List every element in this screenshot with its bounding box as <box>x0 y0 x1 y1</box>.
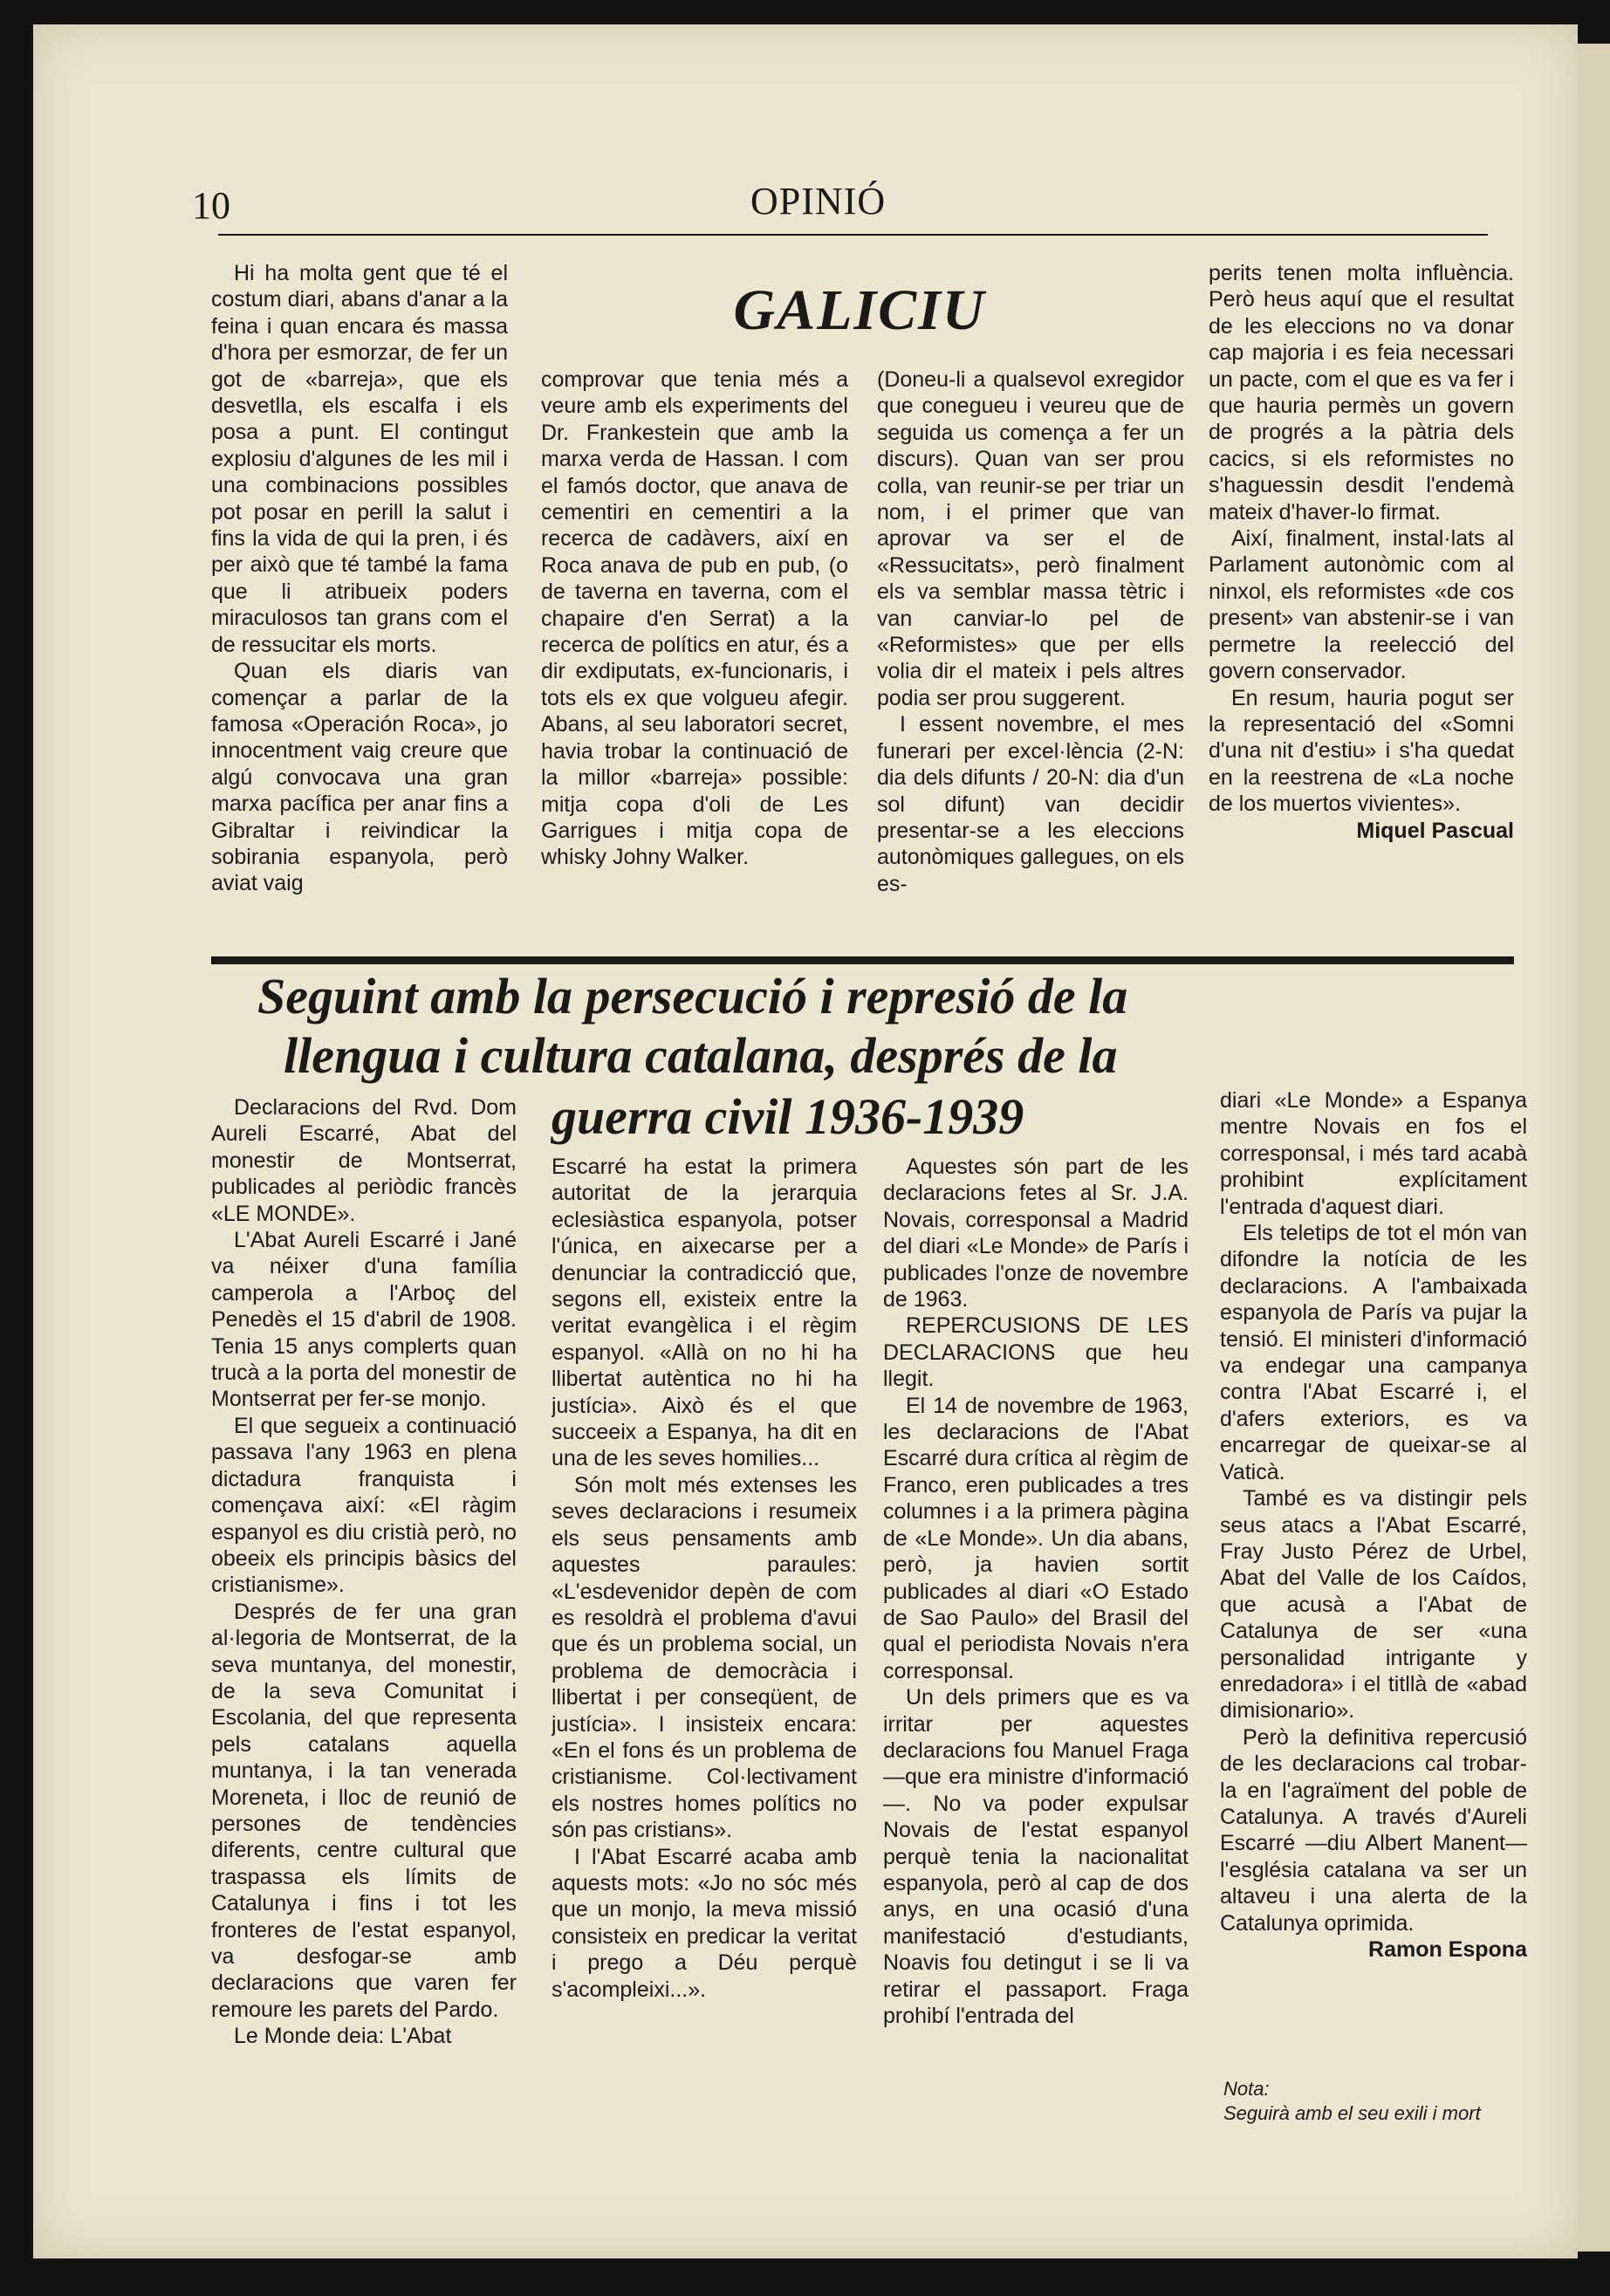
section-title: OPINIÓ <box>750 180 887 223</box>
headline-line-2: llengua i cultura catalana, després de la <box>284 1027 1118 1084</box>
paragraph: I l'Abat Escarré acaba amb aquests mots: «Jo no sóc més que un monjo, la meva missió consisteix en predicar la veritat i prego a Déu perquè s'acompleixi...». <box>552 1844 857 2002</box>
paragraph: Però la definitiva repercusió de les declaracions cal trobar-la en l'agraïment del poble de Catalunya. A través d'Aureli Escarré —diu Albert Manent— l'església catalana va ser un altaveu i una alerta de la Catalunya oprimida. <box>1220 1724 1527 1936</box>
galiciu-column-2 <box>541 367 848 951</box>
paragraph: Després de fer una gran al·legoria de Montserrat, de la seva muntanya, del monestir, de la seva Comunitat i Escolania, del que representa pels catalans aquella muntanya, i la tan venerada Moreneta, i lloc de reunió de persones de tendències diferents, centre cultural que traspassa els límits de Catalunya i fins i tot les fronteres de l'estat espanyol, va desfogar-se amb declaracions que varen fer remoure les parets del Pardo. <box>211 1599 517 2022</box>
paragraph: En resum, hauria pogut ser la representació del «Somni d'una nit d'estiu» i s'ha quedat en la reestrena de «La noche de los muertos vivientes». <box>1209 685 1514 817</box>
paragraph: Els teletips de tot el món van difondre la notícia de les declaracions. A l'ambaixada espanyola de París va pujar la tensió. El ministeri d'informació va endegar una campanya contra l'Abat Escarré i, el d'afers exteriors, es va encarregar de queixar-se al Vaticà. <box>1220 1221 1527 1484</box>
article-column-3 <box>883 1154 1189 2147</box>
galiciu-column-3 <box>877 367 1184 951</box>
galiciu-column-4 <box>1209 260 1514 949</box>
paragraph: El 14 de novembre de 1963, les declaracions de l'Abat Escarré dura crítica al règim de Franco, eren publicades a tres columnes i a la primera pàgina de «Le Monde». Un dia abans, però, ja havien sortit publicades al diari «O Estado de Sao Paulo» del Brasil del qual el periodista Novais n'era corresponsal. <box>883 1393 1189 1683</box>
paragraph: Escarré ha estat la primera autoritat de la jerarquia eclesiàstica espanyola, potser l'única, en aixecarse per a denunciar la contradicció que, segons ell, existeix entre la veritat evangèlica i el règim espanyol. «Allà on no hi ha llibertat autèntica no hi ha justícia». Això és el que succeeix a Espanya, ha dit en una de les seves homilies... <box>552 1155 857 1471</box>
paragraph: Declaracions del Rvd. Dom Aureli Escarré, Abat del monestir de Montserrat, publicades al periòdic francès «LE MONDE». <box>211 1095 517 1226</box>
galiciu-title: GALICIU <box>733 278 986 342</box>
paragraph: perits tenen molta influència. Però heus aquí que el resultat de les eleccions no va donar cap majoria i es feia necessari un pacte, com el que es va fer i que hauria permès un govern de progrés a la pàtria dels cacics, si els reformistes no s'haguessin desdit l'endemà mateix d'haver-lo firmat. <box>1209 261 1514 524</box>
paragraph: Aquestes són part de les declaracions fetes al Sr. J.A. Novais, corresponsal a Madrid del diari «Le Monde» de París i publicades l'onze de novembre de 1963. <box>883 1155 1189 1312</box>
paragraph: Així, finalment, instal·lats al Parlament autonòmic com al ninxol, els reformistes «de cos present» van abstenir-se i van permetre la reelecció del govern conservador. <box>1209 526 1514 684</box>
note-label: Nota: <box>1223 2078 1270 2100</box>
page-number: 10 <box>192 184 230 227</box>
paragraph: (Doneu-li a qualsevol exregidor que conegueu i veureu que de seguida us comença a fer un discurs). Quan van ser prou colla, van reunir-se per triar un nom, i el primer que van aprovar va ser el de «Ressucitats», però finalment els va semblar massa tètric i van canviar-lo pel de «Reformistes» que per ells volia dir el mateix i pels altres podia ser prou suggerent. <box>877 367 1184 710</box>
paragraph: També es va distingir pels seus atacs a l'Abat Escarré, Fray Justo Pérez de Urbel, Abat del Valle de los Caídos, que acusà a l'Abat de Catalunya de ser «una personalidad intrigante y enredadora» i el titllà de «abad dimisionario». <box>1220 1486 1527 1724</box>
article-column-4 <box>1220 1087 1527 2073</box>
paragraph: Le Monde deia: L'Abat <box>234 2024 452 2049</box>
headline-line-3: guerra civil 1936-1939 <box>552 1088 1024 1145</box>
article-signature: Ramon Espona <box>1368 1937 1527 1962</box>
paragraph: REPERCUSIONS DE LES DECLARACIONS que heu llegit. <box>883 1313 1189 1392</box>
article-divider <box>211 956 1514 964</box>
paragraph: Un dels primers que es va irritar per aquestes declaracions fou Manuel Fraga —que era ministre d'informació—. No va poder expulsar Novais de l'estat espanyol perquè tenia la nacionalitat espanyola, però al cap de dos anys, en una ocasió d'una manifestació d'estudiants, Noavis fou detingut i se li va retirar el passaport. Fraga prohibí l'entrada del <box>883 1685 1189 2028</box>
paragraph: I essent novembre, el mes funerari per excel·lència (2-N: dia dels difunts / 20-N: dia d'un sol difunt) van decidir presentar-se a les eleccions autonòmiques gallegues, on els es- <box>877 712 1184 896</box>
galiciu-column-1 <box>211 260 508 951</box>
paragraph: Quan els diaris van començar a parlar de la famosa «Operación Roca», jo innocentment vaig creure que algú convocava una gran marxa pacífica per anar fins a Gibraltar i reivindicar la sobirania espanyola, però aviat vaig <box>211 659 508 896</box>
article-note <box>1223 2077 1538 2126</box>
article-column-1 <box>211 1094 517 2147</box>
galiciu-signature: Miquel Pascual <box>1356 818 1514 843</box>
paragraph: comprovar que tenia més a veure amb els experiments del Dr. Frankestein que amb la marxa verda de Hassan. I com el famós doctor, que anava de cementiri en cementiri a la recerca de cadàvers, així en Roca anava de pub en pub, (o de taverna en taverna, com el chapaire d'en Serrat) a la recerca de polítics en atur, és a dir exdiputats, ex-funcionaris, i tots els ex que volgueu afegir. Abans, al seu laboratori secret, havia trobar la continuació de la millor «barreja» possible: mitja copa d'oli de Les Garrigues i mitja copa de whisky Johny Walker. <box>541 367 848 870</box>
paragraph: L'Abat Aureli Escarré i Jané va néixer d'una família camperola a l'Arboç del Penedès el 15 d'abril de 1908. Tenia 15 anys complerts quan trucà a la porta del monestir de Montserrat per fer-se monjo. <box>211 1228 517 1412</box>
header-rule <box>218 234 1488 236</box>
paragraph: Són molt més extenses les seves declaracions i resumeix els seus pensaments amb aquestes paraules: «L'esdevenidor depèn de com es resoldrà el problema d'avui que és un problema social, un problema de democràcia i llibertat i per conseqüent, de justícia». I insisteix encara: «En el fons és un problema de cristianisme. Col·lectivament els nostres homes polítics no són pas cristians». <box>552 1472 857 1843</box>
paragraph: El que segueix a continuació passava l'any 1963 en plena dictadura franquista i començava així: «El ràgim espanyol es diu cristià però, no obeeix els principis bàsics del cristianisme». <box>211 1413 517 1598</box>
article-column-2 <box>552 1154 857 2147</box>
headline-line-1: Seguint amb la persecució i represió de la <box>257 968 1128 1025</box>
paragraph: diari «Le Monde» a Espanya mentre Novais en fos el corresponsal, i més tard acabà prohibint explícitament l'entrada d'aquest diari. <box>1220 1088 1527 1219</box>
note-text: Seguirà amb el seu exili i mort <box>1223 2102 1481 2124</box>
paragraph: Hi ha molta gent que té el costum diari, abans d'anar a la feina i quan encara és massa d'hora per esmorzar, de fer un got de «barreja», que els desvetlla, els escalfa i els posa a punt. El contingut explosiu d'algunes de les mil i una combinacions possibles pot posar en perill la salut i fins la vida de qui la pren, i és per això que té també la fama que li atribueix poders miraculosos tan grans com el de ressucitar els morts. <box>211 261 508 657</box>
next-page-edge <box>1578 44 1610 2251</box>
